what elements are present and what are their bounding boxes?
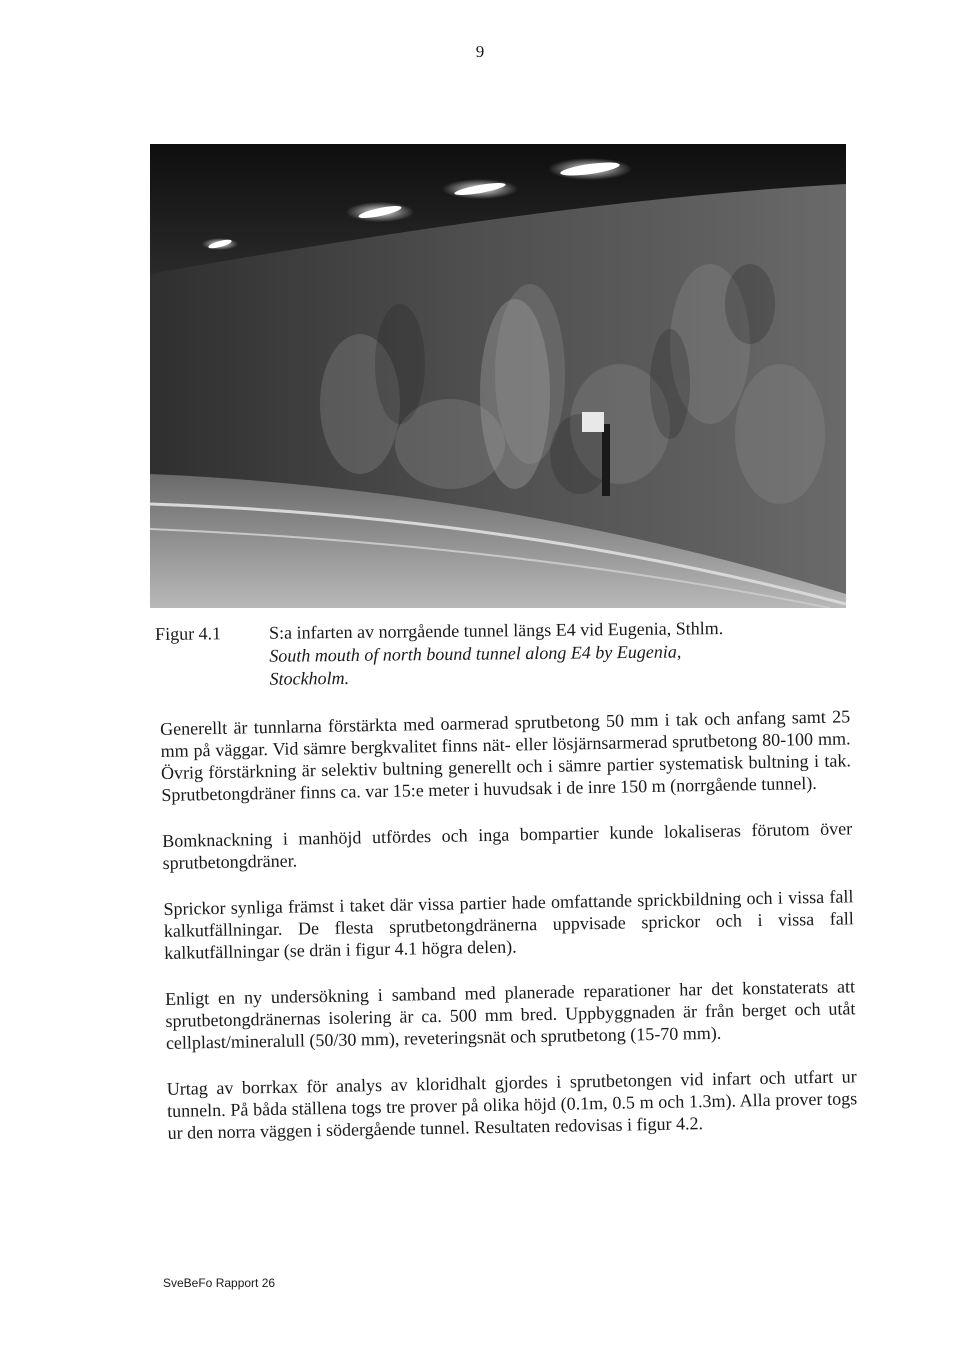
paragraph-cracks: Sprickor synliga främst i taket där vissa partier hade omfattande sprickbildning och i vissa fall kalkutfällningar. De flesta sprutbetongdränerna uppvisade sprickor och i vissa fall kalkutfällningar (se drän i figur 4.1 högra delen).	[163, 886, 854, 963]
figure-caption	[155, 616, 815, 689]
tunnel-photo	[150, 144, 846, 608]
paragraph-reinforcement: Generellt är tunnlarna förstärkta med oarmerad sprutbetong 50 mm i tak och anfang samt 25 mm på väggar. Vid sämre bergkvalitet finns nät- eller lösjärnsarmerad sprutbetong 80-100 mm. Övrig förstärkning är selektiv bultning generellt och i sämre partier systematisk bultning i tak. Sprutbetongdräner finns ca. var 15:e meter i huvudsak i de inre 150 m (norrgående tunnel).	[160, 706, 852, 805]
page-number: 9	[475, 42, 485, 61]
body-text	[160, 705, 858, 1168]
paragraph-hammer-test: Bomknackning i manhöjd utfördes och inga bompartier kunde lokaliseras förutom över sprutbetongdräner.	[162, 818, 853, 873]
tunnel-photo-graphic	[150, 144, 846, 608]
caption-english-line1: South mouth of north bound tunnel along E4 by Eugenia,	[269, 641, 682, 666]
paragraph-chloride-samples: Urtag av borrkax för analys av kloridhalt gjordes i sprutbetongen vid infart och utfart ur tunneln. På båda ställena togs tre prover på olika höjd (0.1m, 0.5 m och 1.3m). Alla prover togs ur den norra väggen i södergående tunnel. Resultaten redovisas i figur 4.2.	[166, 1066, 858, 1143]
caption-swedish: S:a infarten av norrgående tunnel längs E4 vid Eugenia, Sthlm.	[269, 618, 724, 643]
figure-label: Figur 4.1	[155, 623, 222, 644]
paragraph-drain-insulation: Enligt en ny undersökning i samband med planerade reparationer har det konstaterats att sprutbetongdränernas isolering är ca. 500 mm bred. Uppbyggnaden är från berget och utåt cellplast/mineralull (50/30 mm), reveteringsnät och sprutbetong (15-70 mm).	[164, 976, 856, 1053]
footer-report: SveBeFo Rapport 26	[163, 1276, 276, 1290]
caption-english-line2: Stockholm.	[269, 667, 350, 689]
